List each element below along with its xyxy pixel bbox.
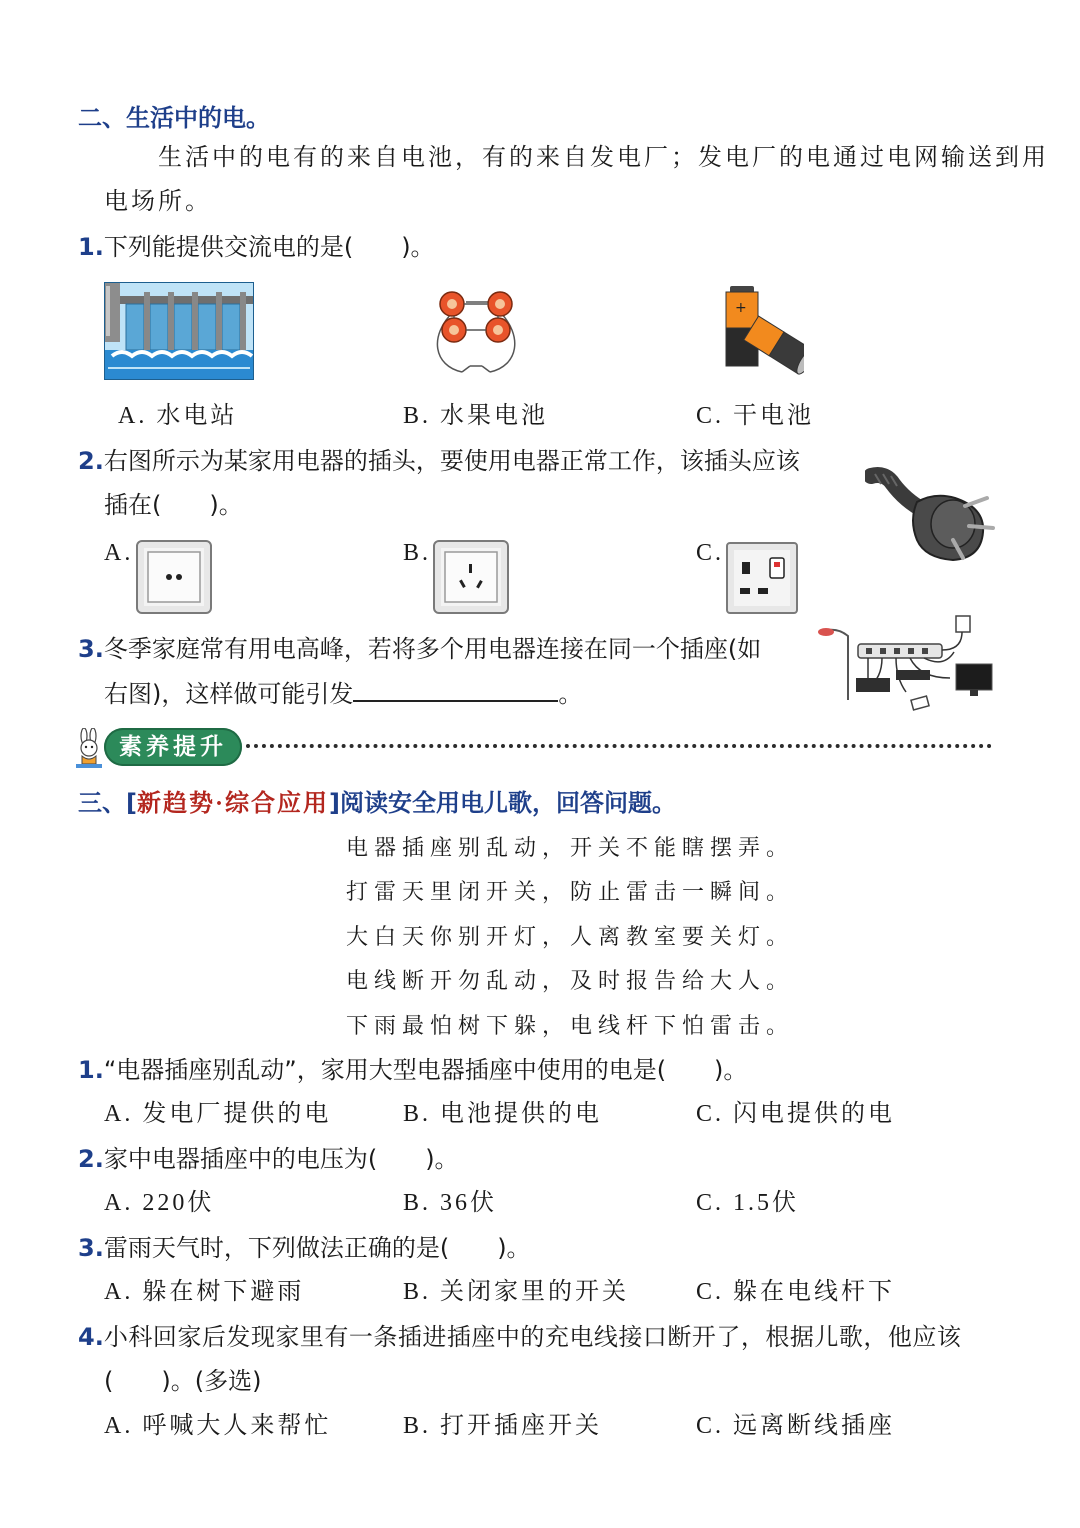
question-text-line-2: 右图)，这样做可能引发 [104, 680, 354, 708]
question-3-2 [78, 1144, 459, 1174]
question-3-2-option-b[interactable]: B. 36伏 [403, 1190, 498, 1216]
question-3-2-option-c[interactable]: C. 1.5伏 [696, 1190, 800, 1216]
poem-line-2: 打雷天里闭开关，防止雷击一瞬间。 [346, 879, 795, 904]
question-3-1-option-b[interactable]: B. 电池提供的电 [403, 1101, 603, 1127]
poem-line-4: 电线断开勿乱动，及时报告给大人。 [346, 968, 795, 993]
question-2-1-option-b[interactable]: B. 水果电池 [403, 403, 549, 429]
question-text-line-1: 小科回家后发现家里有一条插进插座中的充电线接口断开了，根据儿歌，他应该 [103, 1323, 962, 1351]
section-2-intro-line-1: 生活中的电有的来自电池，有的来自发电厂；发电厂的电通过电网输送到用 [158, 145, 1049, 171]
question-2-2-option-a-label[interactable]: A. [104, 540, 134, 566]
question-2-3 [78, 634, 761, 664]
question-text-line-1: 右图所示为某家用电器的插头，要使用电器正常工作，该插头应该 [103, 447, 800, 475]
dotted-divider [246, 744, 992, 748]
poem-line-3: 大白天你别开灯，人离教室要关灯。 [346, 924, 795, 949]
two-hole-socket-image [136, 540, 212, 614]
question-2-2-option-c-label[interactable]: C. [696, 540, 725, 566]
dry-battery-image [722, 280, 804, 376]
question-number: 1. [78, 1056, 104, 1084]
poem-line-5: 下雨最怕树下躲，电线杆下怕雷击。 [346, 1013, 795, 1038]
question-text: 雷雨天气时，下列做法正确的是( )。 [103, 1234, 531, 1262]
question-number: 4. [78, 1323, 104, 1351]
question-number: 3. [78, 635, 104, 663]
question-number: 1. [78, 233, 104, 261]
question-number: 2. [78, 1145, 104, 1173]
question-3-4-option-b[interactable]: B. 打开插座开关 [403, 1413, 603, 1439]
question-text: 家中电器插座中的电压为( )。 [103, 1145, 459, 1173]
question-2-1 [78, 232, 435, 262]
question-text-end: 。 [558, 680, 583, 708]
overloaded-power-strip-image [816, 612, 998, 716]
section-3-title [78, 788, 676, 819]
section-2-intro-line-2: 电场所。 [104, 189, 212, 215]
question-3-3-option-b[interactable]: B. 关闭家里的开关 [403, 1279, 630, 1305]
question-3-3-option-c[interactable]: C. 躲在电线杆下 [696, 1279, 896, 1305]
section-3-prefix: 三、[ [78, 789, 137, 817]
section-3-tag: 新趋势·综合应用 [136, 791, 329, 817]
poem-line-1: 电器插座别乱动，开关不能瞎摆弄。 [346, 835, 795, 860]
question-2-2-line-2: 插在( )。 [104, 491, 243, 519]
question-3-1-option-a[interactable]: A. 发电厂提供的电 [104, 1101, 332, 1127]
svg-text:+: + [735, 300, 747, 316]
question-3-4 [78, 1322, 961, 1352]
question-text-line-1: 冬季家庭常有用电高峰，若将多个用电器连接在同一个插座(如 [103, 635, 762, 663]
section-3-title-text: ]阅读安全用电儿歌，回答问题。 [328, 789, 676, 817]
question-3-3-option-a[interactable]: A. 躲在树下避雨 [104, 1279, 305, 1305]
section-banner-label: 素养提升 [119, 734, 227, 760]
question-3-2-option-a[interactable]: A. 220伏 [104, 1190, 215, 1216]
question-number: 3. [78, 1234, 104, 1262]
hydropower-station-image [104, 282, 254, 380]
question-2-2-option-b-label[interactable]: B. [403, 540, 432, 566]
answer-blank[interactable] [353, 678, 558, 702]
british-socket-image [726, 542, 798, 614]
three-pin-plug-image [865, 466, 1005, 566]
question-2-3-line-2 [104, 678, 582, 709]
question-3-1-option-c[interactable]: C. 闪电提供的电 [696, 1101, 896, 1127]
question-3-4-option-c[interactable]: C. 远离断线插座 [696, 1413, 896, 1439]
section-banner [104, 728, 242, 766]
question-2-2 [78, 446, 800, 476]
question-text: “电器插座别乱动”，家用大型电器插座中使用的电是( )。 [103, 1056, 748, 1084]
three-hole-socket-image [433, 540, 509, 614]
question-3-3 [78, 1233, 531, 1263]
question-text: 下列能提供交流电的是( )。 [103, 233, 435, 261]
question-number: 2. [78, 447, 104, 475]
fruit-battery-image [424, 286, 529, 378]
question-3-1 [78, 1055, 747, 1085]
question-3-4-line-2: ( )。(多选) [104, 1367, 262, 1395]
question-3-4-option-a[interactable]: A. 呼喊大人来帮忙 [104, 1413, 332, 1439]
question-2-1-option-a[interactable]: A. 水电站 [118, 403, 238, 429]
question-2-1-option-c[interactable]: C. 干电池 [696, 403, 815, 429]
rabbit-mascot-icon [74, 728, 104, 770]
section-2-title: 二、生活中的电。 [78, 104, 270, 132]
